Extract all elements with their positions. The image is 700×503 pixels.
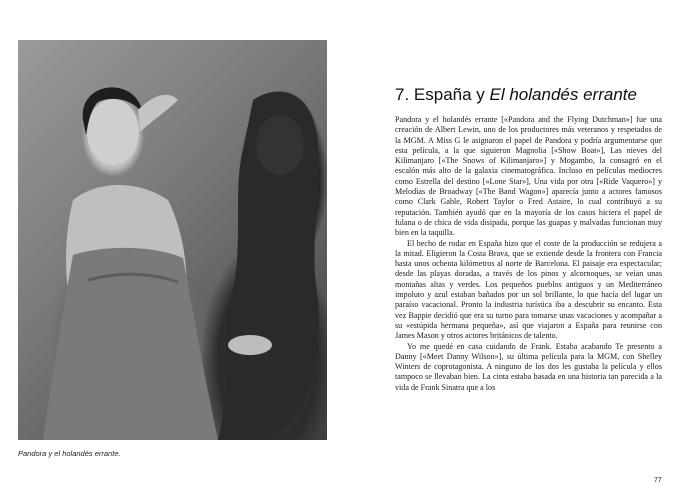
page-number: 77	[654, 477, 662, 484]
paragraph: El hecho de rodar en España hizo que el coste de la producción se redujera a la mitad. Eligieron la Costa Brava, que se extiende desde la frontera con Francia hasta unos ochenta kilómetros al norte de Barcelona. El paisaje era espectacular; desde las playas doradas, a través de los pinos y alcornoques, se veían unas montañas altas y verdes. Los pequeños pueblos antiguos y un Mediterráneo impoluto y azul estaban bañados por un sol brillante, lo que hacía del lugar un paraíso vacacional. Pronto la industria turística iba a descubrir su encanto. Esta vez Bappie decidió que era su turno para tomarse unas vacaciones y acompañar a su «estúpida hermana pequeña», así que viajaron a España para reunirse con James Mason y otros actores británicos de talento.	[395, 238, 662, 341]
paragraph: Yo me quedé en casa cuidando de Frank. Estaba acabando Te presento a Danny [«Meet Danny Wilson»], su última película para la MGM, con Shelley Winters de coprotagonista. A ninguno de los dos les gustaba la película y ellos tampoco se llevaban bien. La cinta estaba basada en una historia tan parecida a la vida de Frank Sinatra que a los	[395, 341, 662, 392]
chapter-title	[395, 85, 637, 105]
figure-caption: Pandora y el holandés errante.	[18, 449, 121, 458]
body-text	[395, 115, 662, 393]
chapter-title-prefix: 7. España y	[395, 85, 490, 104]
photo-illustration	[18, 40, 327, 440]
photo-pandora-still	[18, 40, 327, 440]
chapter-title-italic: El holandés errante	[489, 85, 637, 104]
paragraph: Pandora y el holandés errante [«Pandora and the Flying Dutchman»] fue una creación de Albert Lewin, uno de los productores más veteranos y respetados de la MGM. A Miss G le asignaron el papel de Pandora y podría argumentarse que esta película, a la que siguieron Magnolia [«Show Boat»], Las nieves del Kilimanjaro [«The Snows of Kilimanjaro»] y Mogambo, la consagró en el escalón más alto de la galaxia cinematográfica. Incluso en películas mediocres como Estrella del destino [«Lone Star»], Una vida por otra [«Ride Vaquero»] y Melodías de Broadway [«The Band Wagon»] aparecía junto a actores famosos como Clark Gable, Robert Taylor o Fred Astaire, lo cual contribuyó a su reputación. También ayudó que en la mayoría de los casos hiciera el papel de fulana o de chica de vida disipada, porque las guapas y malvadas funcionan muy bien en la taquilla.	[395, 115, 662, 238]
